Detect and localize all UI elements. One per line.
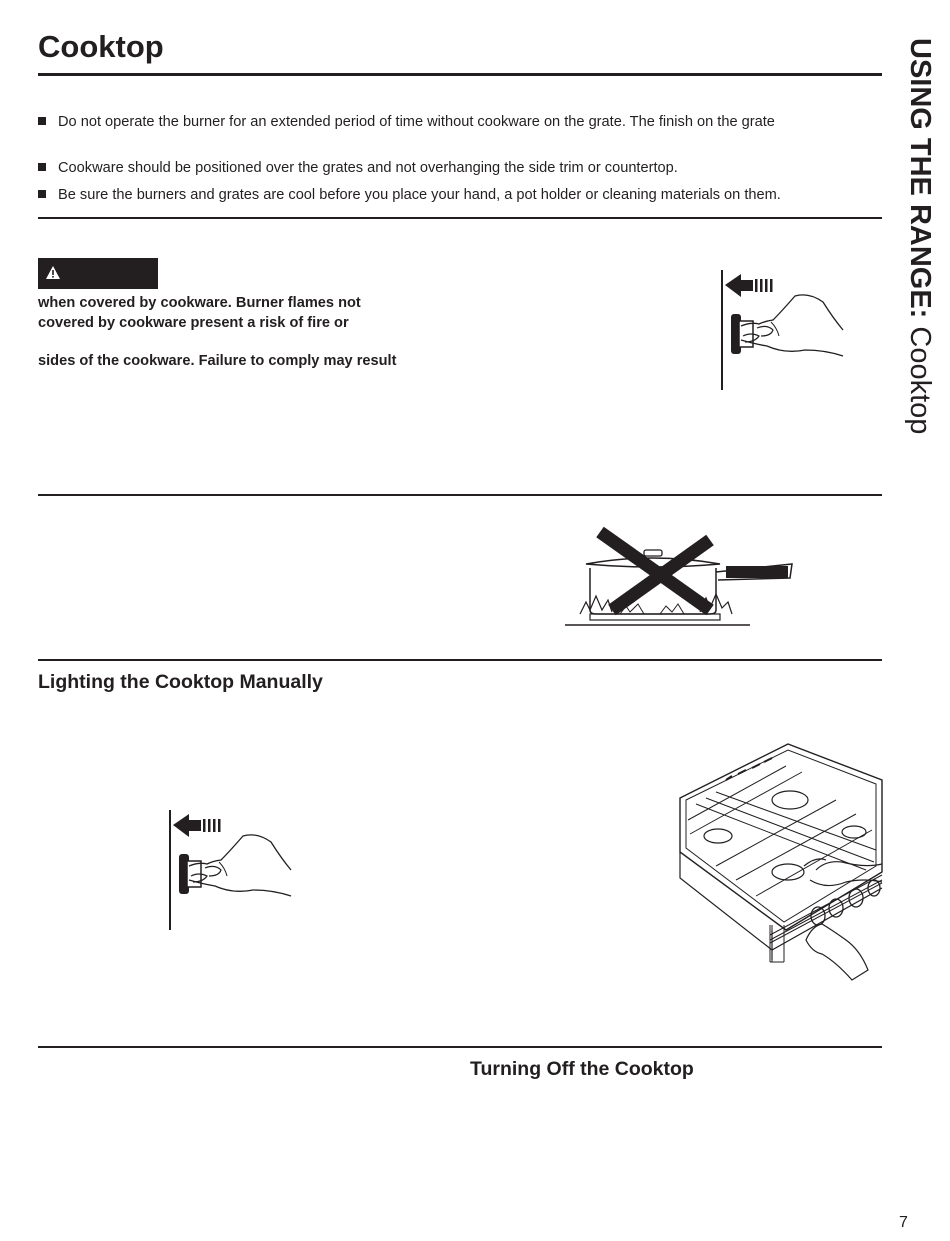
section-divider <box>38 494 882 496</box>
bullet-text: Be sure the burners and grates are cool before you place your hand, a pot holder or cleaning materials on them. <box>58 187 781 203</box>
warning-label <box>38 258 158 289</box>
warning-text: covered by cookware present a risk of fire or <box>38 315 349 331</box>
bullet-text: Cookware should be positioned over the grates and not overhanging the side trim or countertop. <box>58 160 678 176</box>
section-divider <box>38 659 882 661</box>
bullet-text: Do not operate the burner for an extended period of time without cookware on the grate. The finish on the grate <box>58 114 775 130</box>
bullet-item <box>38 158 678 178</box>
warning-text: sides of the cookware. Failure to comply may result <box>38 353 397 369</box>
range-lighting-burner-illustration <box>676 740 886 985</box>
knob-push-in-illustration <box>715 266 850 394</box>
section-sidebar-tab <box>900 38 940 488</box>
bullet-square-icon <box>38 117 46 125</box>
page-number: 7 <box>899 1214 908 1231</box>
section-divider <box>38 217 882 219</box>
title-rule <box>38 73 882 76</box>
section-heading-turning-off: Turning Off the Cooktop <box>470 1058 694 1080</box>
sidebar-title-normal: Cooktop <box>904 318 936 435</box>
section-heading-lighting: Lighting the Cooktop Manually <box>38 671 323 693</box>
bullet-item <box>38 185 781 205</box>
bullet-square-icon <box>38 163 46 171</box>
warning-text: when covered by cookware. Burner flames not <box>38 295 361 311</box>
section-divider <box>38 1046 882 1048</box>
sidebar-title-bold: USING THE RANGE: <box>904 38 936 319</box>
bullet-square-icon <box>38 190 46 198</box>
knob-push-in-illustration <box>163 806 298 934</box>
warning-triangle-icon <box>46 266 60 279</box>
page-title: Cooktop <box>38 29 164 64</box>
no-flame-around-pot-illustration <box>560 522 800 630</box>
bullet-item <box>38 112 775 132</box>
